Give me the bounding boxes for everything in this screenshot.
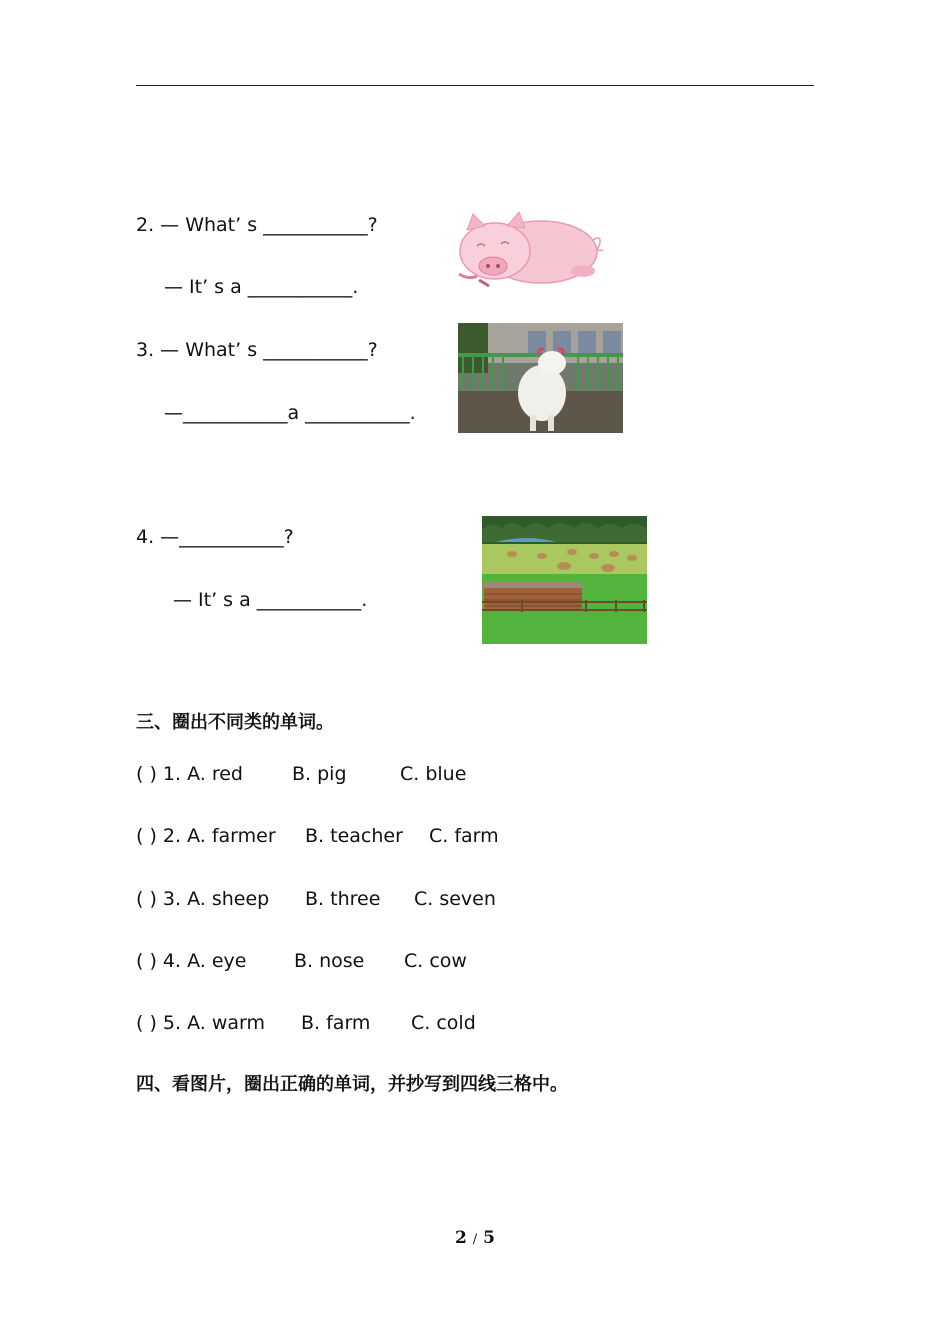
answer-3-line: —___________a ___________. bbox=[164, 402, 416, 424]
choice-c: C. farm bbox=[429, 825, 499, 847]
question-2-line: 2. — What’ s ___________? bbox=[136, 214, 378, 236]
choice-prefix: ( ) 4. A. eye bbox=[136, 950, 247, 972]
choice-prefix: ( ) 2. A. farmer bbox=[136, 825, 276, 847]
choice-c: C. seven bbox=[414, 888, 496, 910]
answer-2-line: — It’ s a ___________. bbox=[164, 276, 359, 298]
page-current: 2 bbox=[455, 1228, 467, 1248]
page-total: 5 bbox=[483, 1228, 495, 1248]
choice-row bbox=[136, 762, 636, 786]
question-4-line: 4. —___________? bbox=[136, 526, 294, 548]
choice-c: C. cold bbox=[411, 1012, 476, 1034]
choice-row bbox=[136, 824, 636, 848]
choice-b: B. teacher bbox=[305, 825, 403, 847]
section-4-heading: 四、看图片，圈出正确的单词，并抄写到四线三格中。 bbox=[136, 1074, 568, 1095]
header-rule bbox=[136, 85, 814, 86]
choice-b: B. pig bbox=[292, 763, 347, 785]
choice-prefix: ( ) 1. A. red bbox=[136, 763, 243, 785]
page-number bbox=[0, 1228, 950, 1248]
section-3-heading: 三、圈出不同类的单词。 bbox=[136, 712, 334, 733]
question-3-line: 3. — What’ s ___________? bbox=[136, 339, 378, 361]
choice-b: B. nose bbox=[294, 950, 365, 972]
choice-b: B. farm bbox=[301, 1012, 371, 1034]
choice-prefix: ( ) 3. A. sheep bbox=[136, 888, 270, 910]
pig-image bbox=[455, 208, 607, 290]
choice-row bbox=[136, 1011, 636, 1035]
choice-prefix: ( ) 5. A. warm bbox=[136, 1012, 265, 1034]
choice-b: B. three bbox=[305, 888, 381, 910]
choice-c: C. blue bbox=[400, 763, 467, 785]
answer-4-line: — It’ s a ___________. bbox=[173, 589, 368, 611]
choice-row bbox=[136, 887, 636, 911]
farm-image bbox=[482, 516, 647, 644]
choice-c: C. cow bbox=[404, 950, 467, 972]
sheep-image bbox=[458, 323, 623, 433]
page-separator: / bbox=[472, 1232, 478, 1247]
choice-row bbox=[136, 949, 636, 973]
